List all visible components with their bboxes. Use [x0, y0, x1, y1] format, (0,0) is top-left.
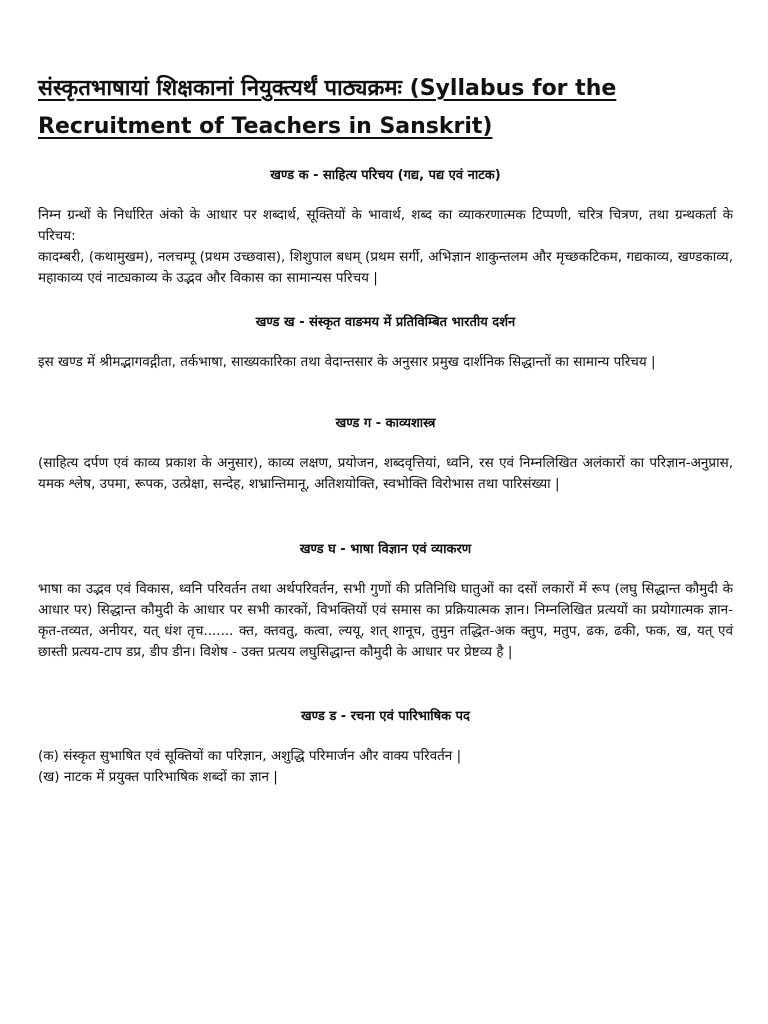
- section-body: [38, 453, 733, 495]
- section-kha: [38, 313, 733, 373]
- body-line: कादम्बरी, (कथामुखम), नलचम्पू (प्रथम उच्छवास), शिशुपाल बधम् (प्रथम सर्गी, अभिज्ञान शाकुन्तलम और मृच्छकटिकम, गद्यकाव्य, खण्डकाव्य, महाकाव्य एवं नाट्यकाव्य के उद्भव और विकास का सामान्यस परिचय |: [38, 249, 733, 286]
- section-body: [38, 352, 733, 373]
- body-line: भाषा का उद्भव एवं विकास, ध्वनि परिवर्तन तथा अर्थपरिवर्तन, सभी गुणों की प्रतिनिधि घातुओं का दसों लकारों में रूप (लघु सिद्धान्त कौमुदी के आधार पर) सिद्धान्त कौमुदी के आधार पर सभी कारकों, विभक्तियों एवं समास का प्रक्रियात्मक ज्ञान। निम्नलिखित प्रत्ययों का प्रयोगात्मक ज्ञान-कृत-तव्यत, अनीयर, यत् धंश तृच....... क्त, क्तवतु, कत्वा, ल्ययू, शत् शानूच, तुमुन तद्धित-अक क्तुप, मतुप, ढक, ढकी, फक, ख, यत् एवं छास्ती प्रत्यय-टाप डप्र, डीप डीन। विशेष - उक्त प्रत्यय लघुसिद्धान्त कौमुदी के आधार पर प्रेष्टव्य है |: [38, 581, 733, 660]
- section-body: [38, 205, 733, 289]
- section-heading: खण्ड ग - काव्यशास्त्र: [335, 416, 436, 431]
- section-ka: [38, 166, 733, 289]
- body-line: (क) संस्कृत सुभाषित एवं सूक्तियों का परिज्ञान, अशुद्धि परिमार्जन और वाक्य परिवर्तन |: [38, 748, 462, 764]
- body-line: इस खण्ड में श्रीमद्भागवद्गीता, तर्कभाषा, साख्यकारिका तथा वेदान्तसार के अनुसार प्रमुख दार्शनिक सिद्धान्तों का सामान्य परिचय |: [38, 354, 656, 370]
- section-gha: [38, 540, 733, 663]
- document-title: संस्कृतभाषायां शिक्षकानां नियुक्त्यर्थं पाठ्यक्रमः (Syllabus for the Recruitment of Teachers in Sanskrit): [38, 76, 617, 139]
- section-da: [38, 707, 733, 788]
- body-line: (ख) नाटक में प्रयुक्त पारिभाषिक शब्दों का ज्ञान |: [38, 769, 278, 785]
- body-line: निम्न ग्रन्थों के निर्धारित अंको के आधार पर शब्दार्थ, सूक्तियों के भावार्थ, शब्द का व्याकरणात्मक टिप्पणी, चरित्र चित्रण, तथा ग्रन्थकर्ता के परिचय:: [38, 207, 733, 244]
- section-ga: [38, 414, 733, 495]
- section-body: [38, 579, 733, 663]
- section-body: [38, 746, 733, 788]
- section-heading: खण्ड घ - भाषा विज्ञान एवं व्याकरण: [299, 542, 472, 557]
- section-heading: खण्ड ड - रचना एवं पारिभाषिक पद: [301, 709, 470, 724]
- body-line: (साहित्य दर्पण एवं काव्य प्रकाश के अनुसार), काव्य लक्षण, प्रयोजन, शब्दवृत्तियां, ध्वनि, रस एवं निम्नलिखित अलंकारों का परिज्ञान-अनुप्रास, यमक श्लेष, उपमा, रूपक, उत्प्रेक्षा, सन्देह, शभ्रान्तिमानू, अतिशयोक्ति, स्वभोक्ति विरोभास तथा पारिसंख्या |: [38, 455, 733, 492]
- section-heading: खण्ड क - साहित्य परिचय (गद्य, पद्य एवं नाटक): [270, 168, 501, 183]
- section-heading: खण्ड ख - संस्कृत वाङमय में प्रतिविम्बित भारतीय दर्शन: [255, 315, 516, 330]
